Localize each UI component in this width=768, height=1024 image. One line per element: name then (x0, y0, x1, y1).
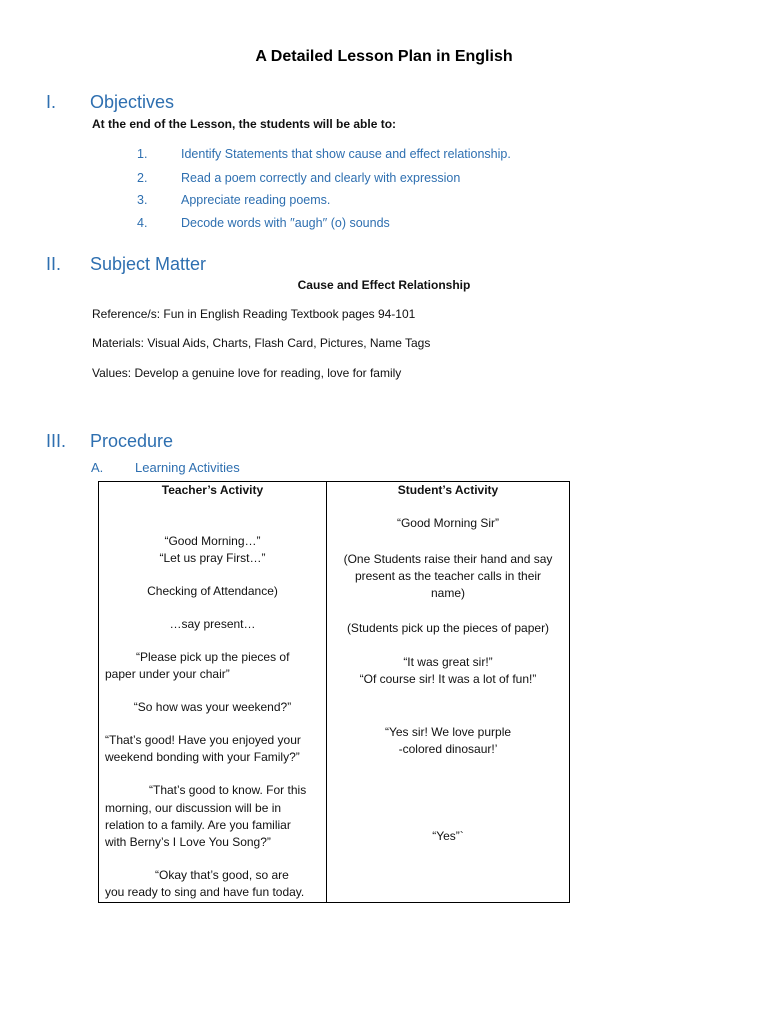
student-line: “Of course sir! It was a lot of fun!” (359, 672, 537, 686)
student-line: (One Students raise their hand and say (343, 552, 553, 566)
teacher-line: weekend bonding with your Family?” (105, 750, 300, 764)
document-title: A Detailed Lesson Plan in English (255, 48, 513, 65)
teacher-line: you ready to sing and have fun today. (105, 885, 305, 899)
values-line: Values: Develop a genuine love for reading, love for family (92, 366, 402, 380)
student-line: -colored dinosaur!’ (398, 742, 498, 756)
teacher-line: paper under your chair” (105, 667, 230, 681)
teacher-line: “Okay that’s good, so are (155, 868, 289, 882)
section-number-objectives: I. (46, 92, 57, 112)
teacher-line: …say present… (169, 617, 256, 631)
teacher-line: relation to a family. Are you familiar (105, 818, 291, 832)
objective-number: 3. (137, 193, 148, 207)
teacher-line: “Good Morning…” (164, 534, 261, 548)
section-title-objectives: Objectives (90, 92, 175, 112)
objective-text: Identify Statements that show cause and effect relationship. (181, 147, 511, 161)
reference-line: Reference/s: Fun in English Reading Textbook pages 94-101 (92, 307, 416, 321)
section-number-procedure: III. (46, 431, 67, 451)
teacher-line: “Please pick up the pieces of (136, 650, 290, 664)
objectives-intro: At the end of the Lesson, the students will be able to: (92, 117, 397, 131)
teacher-line: “Let us pray First…” (159, 551, 266, 565)
student-line: “It was great sir!” (403, 655, 493, 669)
teacher-line: Checking of Attendance) (147, 584, 278, 598)
student-line: “Yes”` (432, 829, 464, 843)
teacher-activity-header: Teacher’s Activity (161, 483, 264, 497)
subsection-label: Learning Activities (135, 460, 240, 475)
teacher-line: “So how was your weekend?” (133, 700, 292, 714)
student-line: name) (430, 586, 465, 600)
teacher-line: “That’s good to know. For this (149, 783, 307, 797)
subsection-letter: A. (91, 460, 104, 475)
student-line: “Yes sir! We love purple (384, 725, 512, 739)
objective-number: 4. (137, 216, 148, 230)
student-line: present as the teacher calls in their (354, 569, 542, 583)
objective-number: 2. (137, 171, 148, 185)
materials-line: Materials: Visual Aids, Charts, Flash Card, Pictures, Name Tags (92, 336, 431, 350)
student-line: (Students pick up the pieces of paper) (346, 621, 550, 635)
student-line: “Good Morning Sir” (396, 516, 500, 530)
teacher-line: with Berny’s I Love You Song?” (105, 835, 271, 849)
section-number-subject-matter: II. (46, 254, 62, 274)
objective-text: Appreciate reading poems. (181, 193, 331, 207)
section-title-procedure: Procedure (90, 431, 174, 451)
teacher-line: morning, our discussion will be in (105, 801, 282, 815)
objective-text: Decode words with ′′augh′′ (o) sounds (181, 216, 390, 230)
student-activity-header: Student’s Activity (397, 483, 499, 497)
teacher-line: “That’s good! Have you enjoyed your (105, 733, 301, 747)
objective-text: Read a poem correctly and clearly with expression (181, 171, 461, 185)
subject-topic: Cause and Effect Relationship (297, 278, 471, 292)
section-title-subject-matter: Subject Matter (90, 254, 207, 274)
objective-number: 1. (137, 147, 148, 161)
